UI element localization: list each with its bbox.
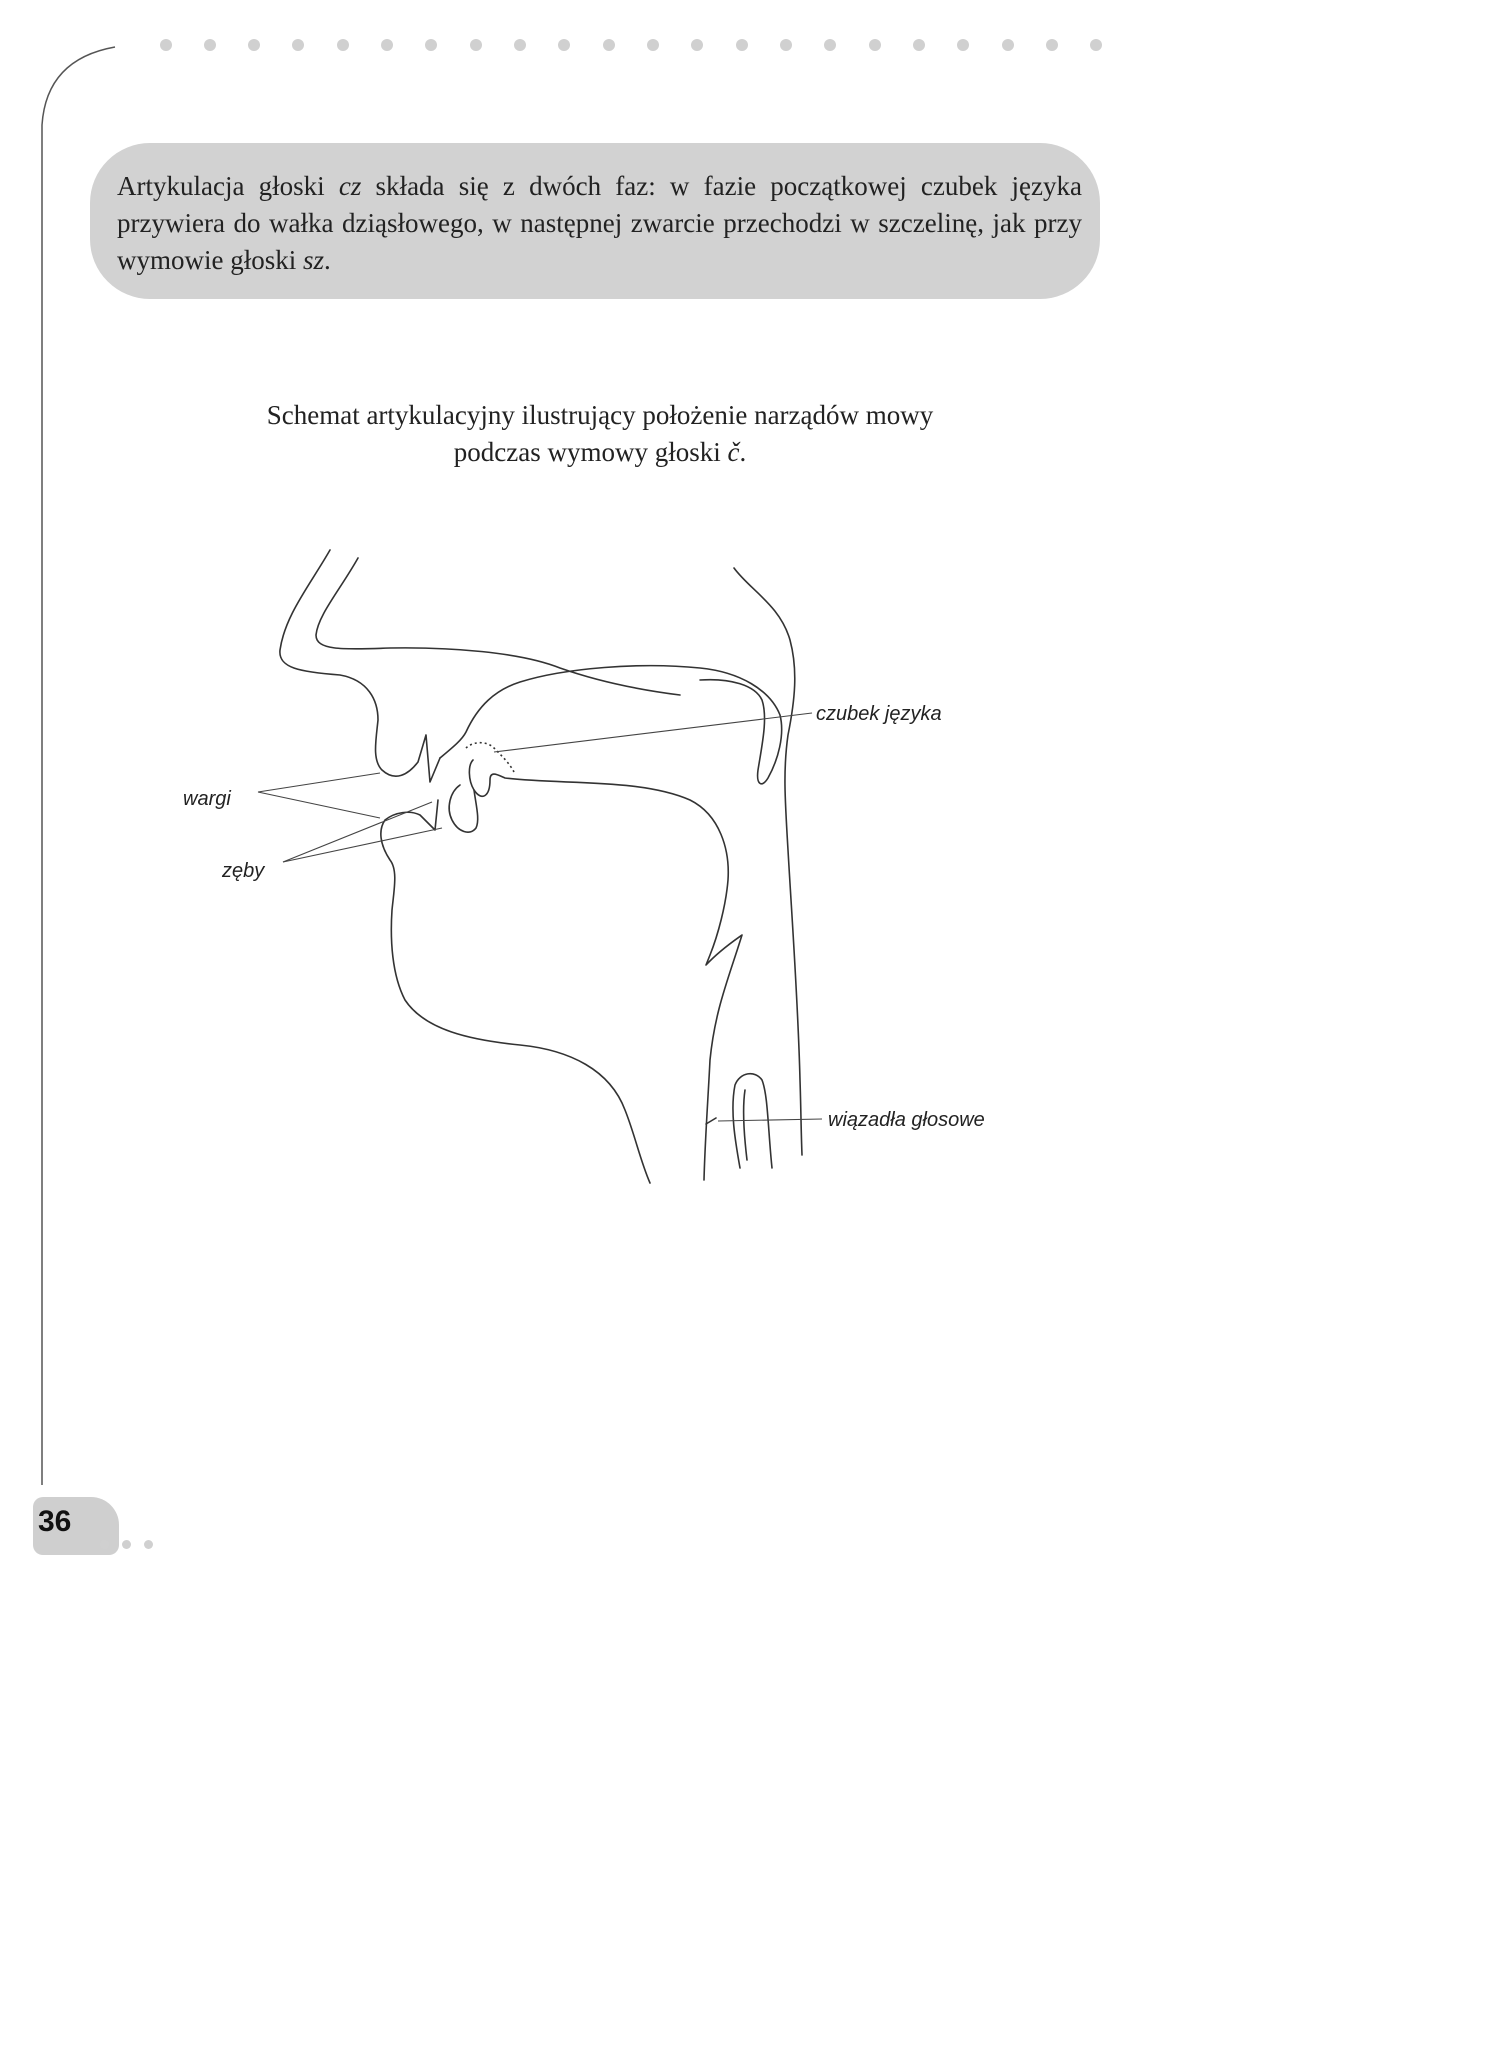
- teeth-pointer-upper: [283, 802, 432, 862]
- caption-line-2-text: podczas wymowy głoski: [453, 437, 728, 467]
- info-text-part: składa się z dwóch faz: w fazie początkowej czubek języka przywiera do wałka dziąsłowego, w następnej zwarcie przechodzi w szczelinę, jak przy wymowie głoski: [117, 171, 1082, 275]
- tongue-front: [449, 785, 478, 832]
- decorative-dot: [122, 1540, 131, 1549]
- lower-lip: [381, 800, 650, 1183]
- vocal-fold-inner: [744, 1090, 747, 1160]
- decorative-dot: [144, 1540, 153, 1549]
- nose-bridge: [316, 558, 680, 695]
- page-number: 36: [38, 1505, 72, 1538]
- label-lips: wargi: [183, 788, 231, 810]
- info-text-part: .: [324, 245, 331, 275]
- info-text-symbol-cz: cz: [338, 171, 362, 201]
- label-vocal-folds: wiązadła głosowe: [828, 1109, 985, 1131]
- info-text-symbol-sz: sz: [303, 245, 325, 275]
- info-text-part: Artykulacja głoski: [117, 171, 339, 201]
- decorative-dot: [100, 1540, 109, 1549]
- caption-line-2-end: .: [739, 437, 747, 467]
- label-tongue-tip: czubek języka: [816, 703, 942, 725]
- nose-outline: [280, 550, 440, 782]
- caption-line-1: Schemat artykulacyjny ilustrujący położenie narządów mowy: [266, 400, 934, 430]
- tongue-tip-dotted: [466, 743, 514, 772]
- lips-pointer-lower: [258, 792, 380, 818]
- caption-symbol: č: [727, 437, 740, 467]
- label-teeth: zęby: [222, 860, 265, 882]
- lips-pointer-upper: [258, 773, 380, 792]
- teeth-pointer-lower: [283, 828, 442, 862]
- tongue-outline: [469, 760, 742, 1180]
- pharynx-top: [734, 568, 802, 1155]
